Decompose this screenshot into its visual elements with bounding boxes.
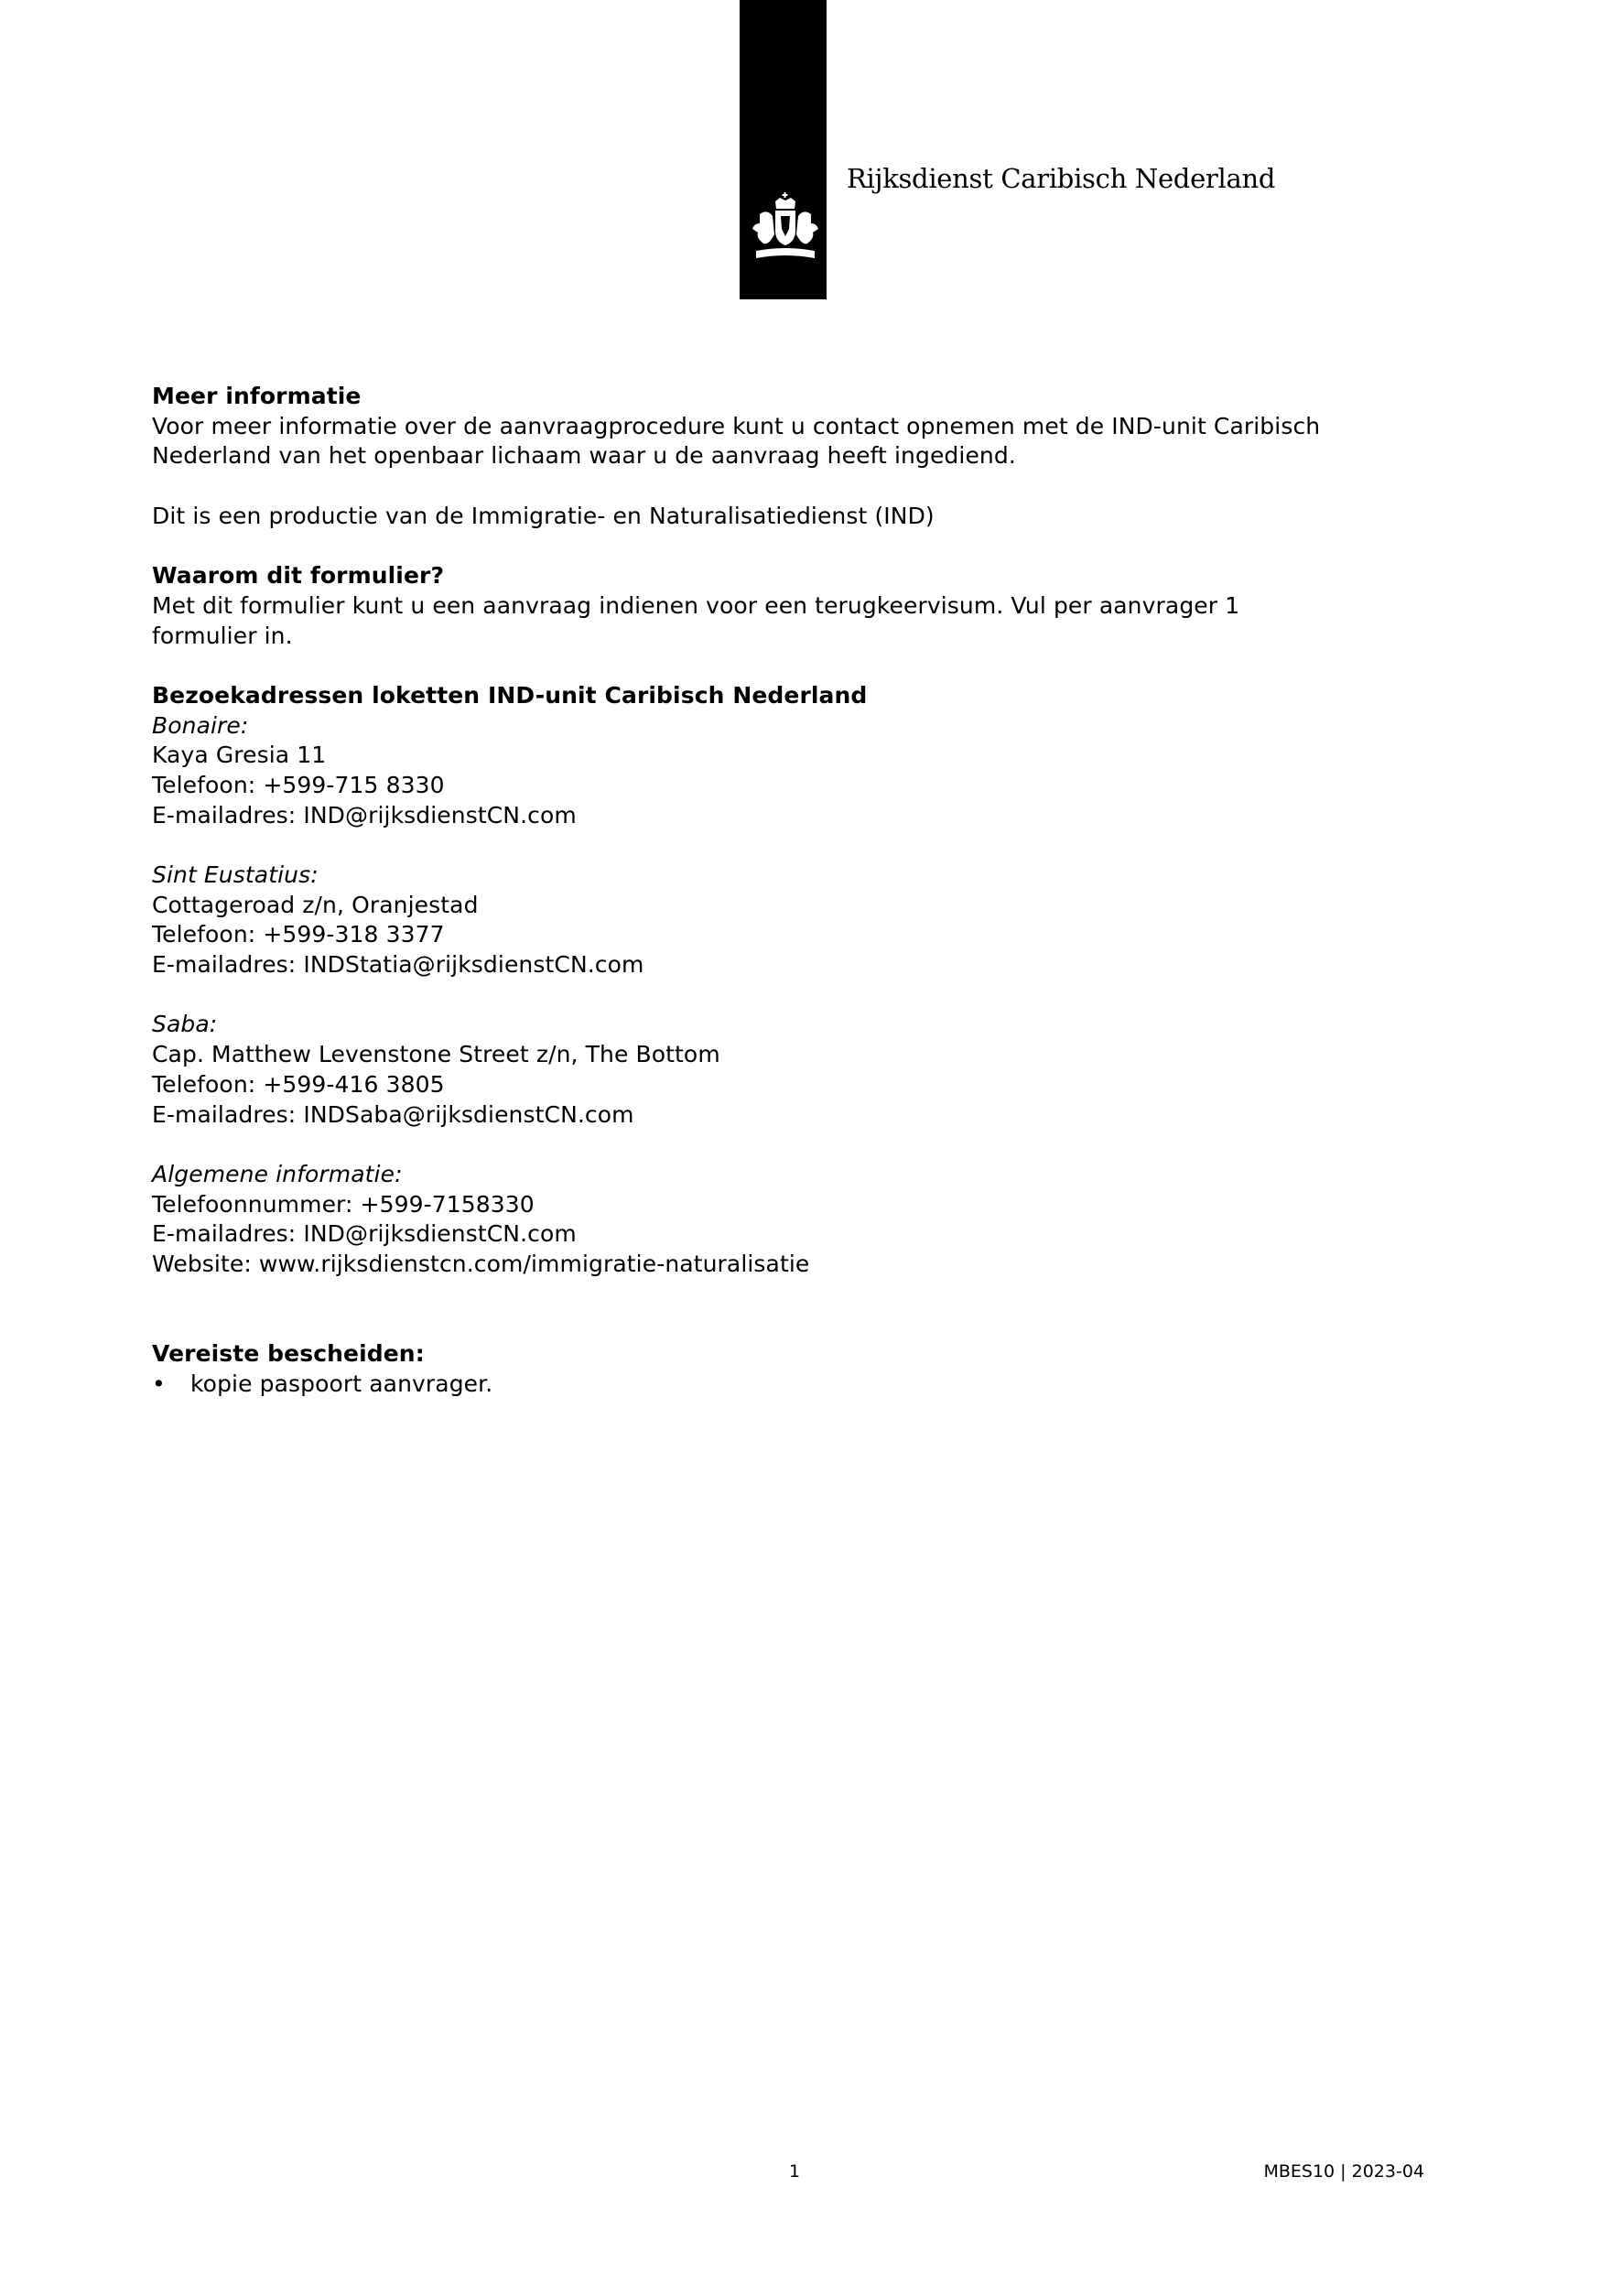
location-phone: Telefoon: +599-715 8330 [152,771,445,798]
list-item-text: kopie paspoort aanvrager. [190,1370,493,1397]
location-address: Cottageroad z/n, Oranjestad [152,891,479,918]
paragraph-line: Met dit formulier kunt u een aanvraag indienen voor een terugkeervisum. Vul per aanvrager 1 [152,591,1240,619]
location-email: E-mailadres: INDStatia@rijksdienstCN.com [152,951,644,979]
location-address: Kaya Gresia 11 [152,742,327,769]
form-code: MBES10 | 2023-04 [1263,2161,1424,2182]
paragraph-line: Nederland van het openbaar lichaam waar u de aanvraag heeft ingediend. [152,442,1016,470]
paragraph-line: Voor meer informatie over de aanvraagprocedure kunt u contact opnemen met de IND-unit Caribisch [152,412,1321,439]
location-name: Bonaire: [152,711,249,739]
document-body [152,382,1452,1399]
heading-meer-informatie: Meer informatie [152,383,362,409]
organization-name: Rijksdienst Caribisch Nederland [847,163,1276,194]
location-name: Sint Eustatius: [152,861,319,888]
bullet-icon: • [152,1370,166,1397]
list-item [152,1370,1452,1400]
location-address: Cap. Matthew Levenstone Street z/n, The Bottom [152,1041,720,1068]
general-website: Website: www.rijksdienstcn.com/immigratie-naturalisatie [152,1250,810,1277]
general-email: E-mailadres: IND@rijksdienstCN.com [152,1220,577,1248]
location-phone: Telefoon: +599-416 3805 [152,1070,445,1098]
location-name: Saba: [152,1011,218,1038]
production-note: Dit is een productie van de Immigratie- en Naturalisatiedienst (IND) [152,502,935,529]
heading-waarom: Waarom dit formulier? [152,562,445,590]
heading-bezoekadressen: Bezoekadressen loketten IND-unit Caribisch Nederland [152,681,868,709]
coat-of-arms-icon [749,192,822,270]
page-number: 1 [789,2161,801,2182]
general-info-label: Algemene informatie: [152,1160,403,1187]
heading-vereiste-bescheiden: Vereiste bescheiden: [152,1340,425,1367]
location-email: E-mailadres: IND@rijksdienstCN.com [152,801,577,829]
general-phone: Telefoonnummer: +599-7158330 [152,1190,535,1218]
paragraph-line: formulier in. [152,622,293,649]
location-email: E-mailadres: INDSaba@rijksdienstCN.com [152,1100,634,1128]
location-phone: Telefoon: +599-318 3377 [152,921,445,948]
